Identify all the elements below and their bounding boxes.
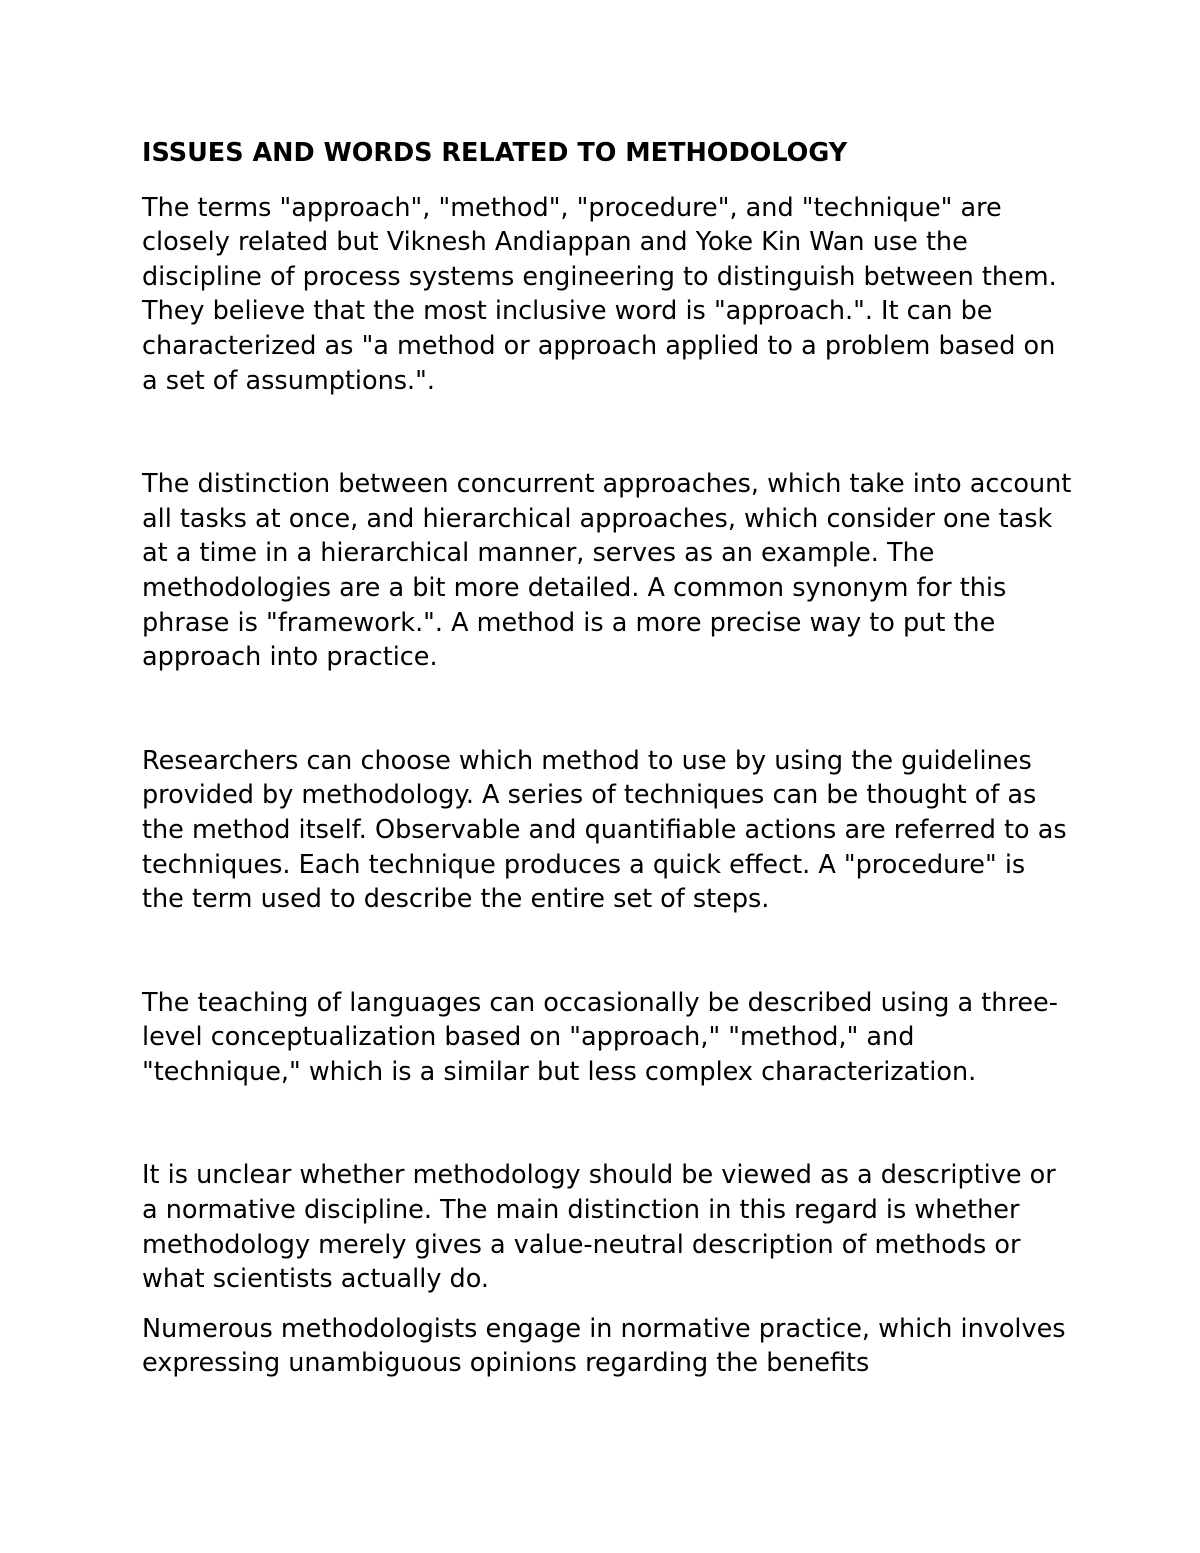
- paragraph-methodologists: Numerous methodologists engage in normative practice, which involves expressing unambiguous opinions regarding the benefits: [142, 1313, 1066, 1379]
- document-page: [142, 136, 1072, 1381]
- paragraph-distinction: The distinction between concurrent approaches, which take into account all tasks at once, and hierarchical approaches, which consider one task at a time in a hierarchical manner, serves as an example. The methodologies are a bit more detailed. A common synonym for this phrase is "framework.". A method is a more precise way to put the approach into practice.: [142, 469, 1072, 673]
- paragraph-language-teaching: The teaching of languages can occasionally be described using a three-level conceptualization based on "approach," "method," and "technique," which is a similar but less complex characterization.: [142, 987, 1058, 1087]
- paragraph-terms: The terms "approach", "method", "procedure", and "technique" are closely related but Viknesh Andiappan and Yoke Kin Wan use the discipline of process systems engineering to distinguish between them. They believe that the most inclusive word is "approach.". It can be characterized as "a method or approach applied to a problem based on a set of assumptions.".: [142, 192, 1057, 396]
- paragraph-researchers: Researchers can choose which method to use by using the guidelines provided by methodology. A series of techniques can be thought of as the method itself. Observable and quantifiable actions are referred to as techniques. Each technique produces a quick effect. A "procedure" is the term used to describe the entire set of steps.: [142, 745, 1067, 915]
- paragraph-descriptive-normative: It is unclear whether methodology should be viewed as a descriptive or a normative discipline. The main distinction in this regard is whether methodology merely gives a value-neutral description of methods or what scientists actually do.: [142, 1160, 1056, 1295]
- document-title: ISSUES AND WORDS RELATED TO METHODOLOGY: [142, 138, 848, 168]
